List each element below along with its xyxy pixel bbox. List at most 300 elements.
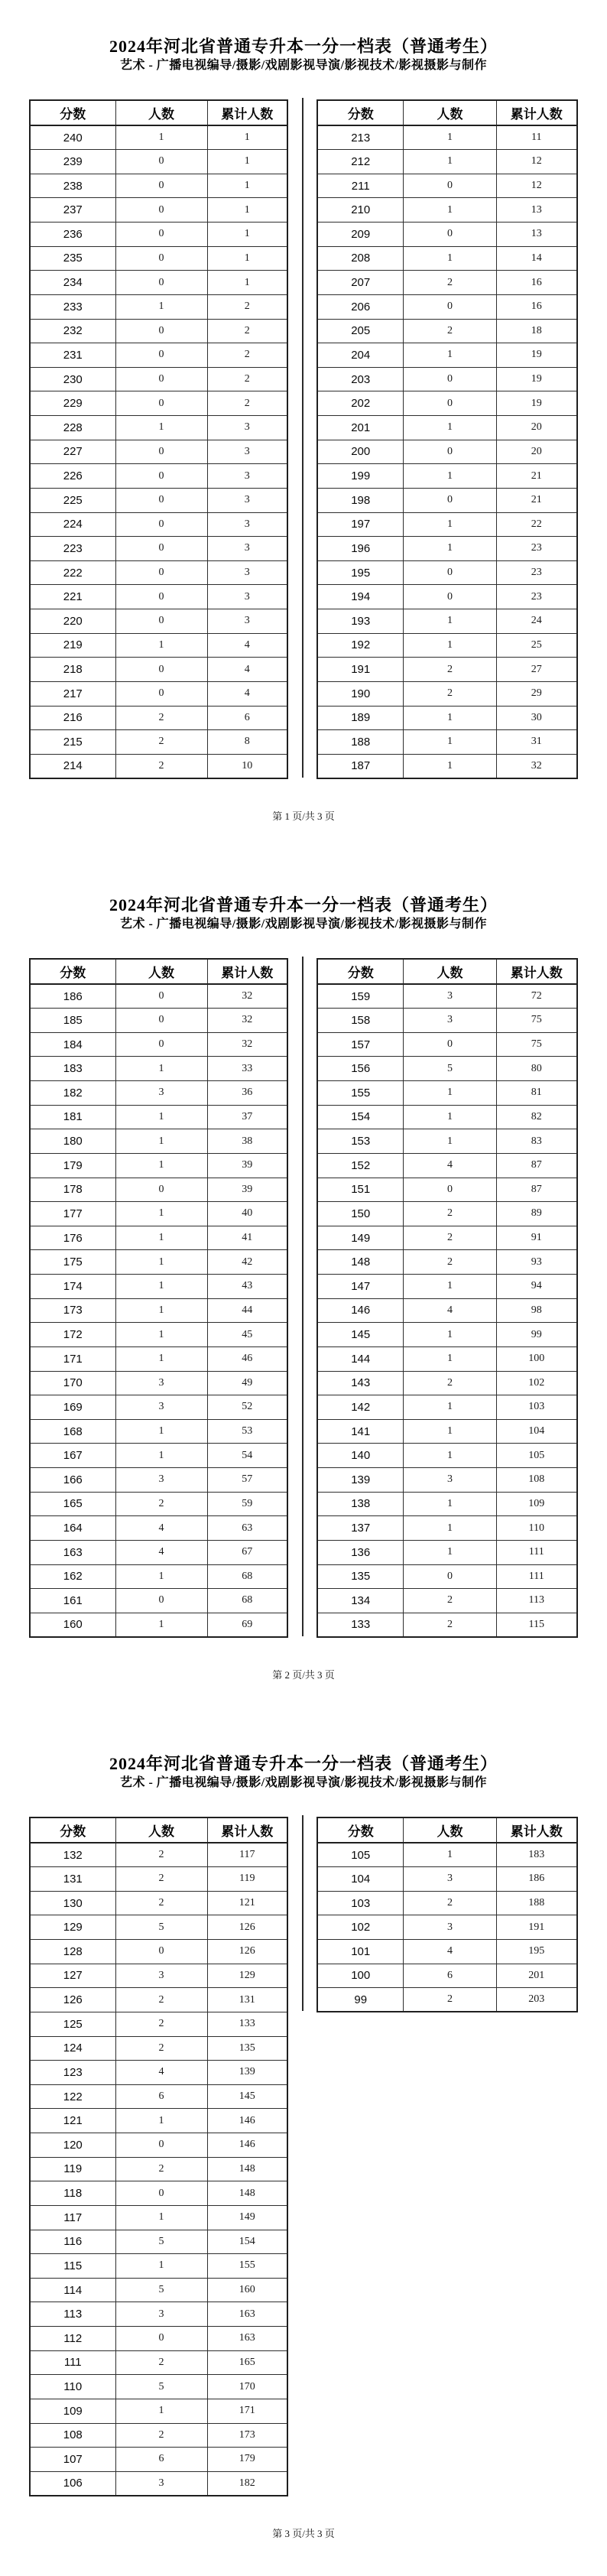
count-cell: 1 xyxy=(115,2205,207,2230)
table-row xyxy=(30,2109,287,2133)
cumulative-cell: 3 xyxy=(207,512,287,537)
score-cell: 177 xyxy=(30,1202,115,1226)
count-cell: 1 xyxy=(404,537,496,561)
table-row xyxy=(30,2399,287,2423)
score-cell: 120 xyxy=(30,2133,115,2158)
table-row xyxy=(30,633,287,658)
count-cell: 0 xyxy=(115,609,207,634)
table-row xyxy=(30,391,287,416)
cumulative-cell: 108 xyxy=(496,1468,577,1493)
page-subtitle: 艺术 - 广播电视编导/摄影/戏剧影视导演/影视技术/影视摄影与制作 xyxy=(119,918,488,931)
table-row xyxy=(317,754,577,778)
score-cell: 219 xyxy=(30,633,115,658)
table-divider xyxy=(302,1815,304,2011)
table-row xyxy=(30,319,287,343)
cumulative-cell: 8 xyxy=(207,730,287,755)
count-cell: 1 xyxy=(404,1843,496,1867)
count-cell: 0 xyxy=(115,1940,207,1964)
cumulative-cell: 20 xyxy=(496,440,577,464)
score-cell: 232 xyxy=(30,319,115,343)
score-cell: 214 xyxy=(30,754,115,778)
count-cell: 0 xyxy=(404,1178,496,1202)
cumulative-cell: 4 xyxy=(207,658,287,682)
count-cell: 1 xyxy=(404,150,496,174)
table-row xyxy=(30,1988,287,2012)
cumulative-cell: 148 xyxy=(207,2157,287,2181)
count-cell: 3 xyxy=(404,1468,496,1493)
score-cell: 99 xyxy=(317,1988,404,2012)
score-cell: 149 xyxy=(317,1226,404,1250)
cumulative-cell: 12 xyxy=(496,174,577,198)
score-cell: 230 xyxy=(30,367,115,391)
count-cell: 1 xyxy=(404,343,496,368)
count-cell: 1 xyxy=(115,2254,207,2279)
score-cell: 140 xyxy=(317,1444,404,1468)
score-cell: 138 xyxy=(317,1492,404,1516)
score-cell: 167 xyxy=(30,1444,115,1468)
cumulative-cell: 32 xyxy=(496,754,577,778)
count-cell: 0 xyxy=(115,1009,207,1033)
count-cell: 3 xyxy=(115,1395,207,1420)
cumulative-cell: 69 xyxy=(207,1613,287,1637)
score-cell: 203 xyxy=(317,367,404,391)
score-cell: 226 xyxy=(30,464,115,489)
cumulative-cell: 81 xyxy=(496,1081,577,1106)
score-cell: 181 xyxy=(30,1105,115,1129)
cumulative-cell: 75 xyxy=(496,1032,577,1057)
count-cell: 0 xyxy=(115,319,207,343)
cumulative-cell: 39 xyxy=(207,1178,287,1202)
cumulative-cell: 2 xyxy=(207,319,287,343)
cumulative-cell: 1 xyxy=(207,125,287,150)
count-cell: 2 xyxy=(404,1988,496,2012)
table-row xyxy=(317,246,577,271)
table-row xyxy=(317,1009,577,1033)
count-cell: 1 xyxy=(404,1419,496,1444)
cumulative-cell: 36 xyxy=(207,1081,287,1106)
table-row xyxy=(317,1564,577,1589)
table-row xyxy=(30,2205,287,2230)
table-row xyxy=(30,1009,287,1033)
score-cell: 182 xyxy=(30,1081,115,1106)
table-row xyxy=(317,1129,577,1154)
score-cell: 223 xyxy=(30,537,115,561)
score-cell: 194 xyxy=(317,585,404,609)
score-cell: 136 xyxy=(317,1540,404,1564)
table-row xyxy=(30,730,287,755)
score-cell: 124 xyxy=(30,2036,115,2061)
table-row xyxy=(30,1613,287,1637)
cumulative-cell: 126 xyxy=(207,1915,287,1940)
table-row xyxy=(30,294,287,319)
count-cell: 3 xyxy=(115,1371,207,1395)
count-cell: 0 xyxy=(115,488,207,512)
table-row xyxy=(317,560,577,585)
score-cell: 127 xyxy=(30,1964,115,1988)
table-row xyxy=(30,246,287,271)
table-row xyxy=(30,1891,287,1915)
score-cell: 176 xyxy=(30,1226,115,1250)
cumulative-cell: 67 xyxy=(207,1540,287,1564)
score-cell: 216 xyxy=(30,706,115,730)
count-cell: 1 xyxy=(404,633,496,658)
score-cell: 145 xyxy=(317,1323,404,1347)
count-cell: 1 xyxy=(404,125,496,150)
score-cell: 106 xyxy=(30,2471,115,2496)
table-row xyxy=(317,1843,577,1867)
count-cell: 2 xyxy=(404,1589,496,1613)
page-number: 第 3 页/共 3 页 xyxy=(272,2528,335,2539)
table-row xyxy=(30,1275,287,1299)
table-row xyxy=(317,658,577,682)
count-cell: 2 xyxy=(404,271,496,295)
column-header: 累计人数 xyxy=(496,1817,577,1843)
score-cell: 161 xyxy=(30,1589,115,1613)
cumulative-cell: 13 xyxy=(496,198,577,223)
column-header: 累计人数 xyxy=(207,1817,287,1843)
count-cell: 2 xyxy=(115,1843,207,1867)
score-cell: 153 xyxy=(317,1129,404,1154)
table-row xyxy=(30,1964,287,1988)
count-cell: 1 xyxy=(404,1129,496,1154)
table-row xyxy=(30,2327,287,2351)
score-cell: 221 xyxy=(30,585,115,609)
header-row xyxy=(30,100,287,125)
score-cell: 166 xyxy=(30,1468,115,1493)
score-cell: 147 xyxy=(317,1275,404,1299)
table-row xyxy=(317,488,577,512)
page-subtitle: 艺术 - 广播电视编导/摄影/戏剧影视导演/影视技术/影视摄影与制作 xyxy=(119,59,488,72)
page-title: 2024年河北省普通专升本一分一档表（普通考生） xyxy=(109,37,498,56)
cumulative-cell: 24 xyxy=(496,609,577,634)
table-row xyxy=(30,1589,287,1613)
count-cell: 1 xyxy=(115,1153,207,1178)
score-cell: 132 xyxy=(30,1843,115,1867)
cumulative-cell: 182 xyxy=(207,2471,287,2496)
count-cell: 1 xyxy=(404,416,496,440)
column-header: 人数 xyxy=(115,1817,207,1843)
table-row xyxy=(317,1323,577,1347)
cumulative-cell: 18 xyxy=(496,319,577,343)
cumulative-cell: 98 xyxy=(496,1298,577,1323)
count-cell: 0 xyxy=(404,391,496,416)
table-row xyxy=(30,2254,287,2279)
column-header: 人数 xyxy=(115,959,207,984)
count-cell: 2 xyxy=(115,2423,207,2448)
table-row xyxy=(317,391,577,416)
table-row xyxy=(317,464,577,489)
cumulative-cell: 1 xyxy=(207,174,287,198)
cumulative-cell: 4 xyxy=(207,681,287,706)
cumulative-cell: 54 xyxy=(207,1444,287,1468)
table-row xyxy=(317,537,577,561)
score-cell: 134 xyxy=(317,1589,404,1613)
cumulative-cell: 3 xyxy=(207,440,287,464)
count-cell: 4 xyxy=(404,1298,496,1323)
cumulative-cell: 43 xyxy=(207,1275,287,1299)
count-cell: 2 xyxy=(404,319,496,343)
count-cell: 4 xyxy=(115,1516,207,1541)
cumulative-cell: 3 xyxy=(207,585,287,609)
page-title: 2024年河北省普通专升本一分一档表（普通考生） xyxy=(109,1754,498,1773)
score-cell: 220 xyxy=(30,609,115,634)
score-cell: 160 xyxy=(30,1613,115,1637)
table-row xyxy=(317,1419,577,1444)
count-cell: 4 xyxy=(115,2061,207,2085)
count-cell: 0 xyxy=(404,174,496,198)
table-row xyxy=(30,2302,287,2327)
cumulative-cell: 126 xyxy=(207,1940,287,1964)
count-cell: 2 xyxy=(115,2157,207,2181)
table-row xyxy=(317,416,577,440)
count-cell: 1 xyxy=(404,1323,496,1347)
table-row xyxy=(317,1081,577,1106)
cumulative-cell: 75 xyxy=(496,1009,577,1033)
cumulative-cell: 183 xyxy=(496,1843,577,1867)
count-cell: 3 xyxy=(115,1964,207,1988)
table-row xyxy=(317,1032,577,1057)
table-row xyxy=(317,367,577,391)
score-cell: 186 xyxy=(30,984,115,1009)
table-row xyxy=(30,560,287,585)
score-cell: 158 xyxy=(317,1009,404,1033)
score-cell: 155 xyxy=(317,1081,404,1106)
cumulative-cell: 12 xyxy=(496,150,577,174)
score-cell: 119 xyxy=(30,2157,115,2181)
table-row xyxy=(317,1226,577,1250)
cumulative-cell: 133 xyxy=(207,2012,287,2036)
column-header: 累计人数 xyxy=(207,959,287,984)
score-cell: 131 xyxy=(30,1867,115,1892)
cumulative-cell: 38 xyxy=(207,1129,287,1154)
count-cell: 1 xyxy=(115,1057,207,1081)
cumulative-cell: 94 xyxy=(496,1275,577,1299)
count-cell: 0 xyxy=(115,367,207,391)
count-cell: 1 xyxy=(115,1564,207,1589)
count-cell: 0 xyxy=(404,367,496,391)
count-cell: 1 xyxy=(404,730,496,755)
count-cell: 0 xyxy=(115,2133,207,2158)
cumulative-cell: 59 xyxy=(207,1492,287,1516)
score-cell: 205 xyxy=(317,319,404,343)
score-cell: 156 xyxy=(317,1057,404,1081)
cumulative-cell: 14 xyxy=(496,246,577,271)
score-cell: 100 xyxy=(317,1964,404,1988)
score-cell: 235 xyxy=(30,246,115,271)
table-row xyxy=(317,1444,577,1468)
table-row xyxy=(30,1153,287,1178)
score-cell: 193 xyxy=(317,609,404,634)
score-cell: 150 xyxy=(317,1202,404,1226)
cumulative-cell: 11 xyxy=(496,125,577,150)
score-cell: 233 xyxy=(30,294,115,319)
table-row xyxy=(317,1867,577,1892)
cumulative-cell: 39 xyxy=(207,1153,287,1178)
count-cell: 1 xyxy=(115,1444,207,1468)
cumulative-cell: 3 xyxy=(207,464,287,489)
table-divider xyxy=(302,957,304,1636)
table-row xyxy=(30,1867,287,1892)
cumulative-cell: 2 xyxy=(207,391,287,416)
score-cell: 192 xyxy=(317,633,404,658)
table-row xyxy=(30,1940,287,1964)
cumulative-cell: 3 xyxy=(207,609,287,634)
score-cell: 175 xyxy=(30,1250,115,1275)
table-row xyxy=(30,2471,287,2496)
table-row xyxy=(30,1540,287,1564)
table-row xyxy=(317,1915,577,1940)
cumulative-cell: 105 xyxy=(496,1444,577,1468)
cumulative-cell: 6 xyxy=(207,706,287,730)
count-cell: 0 xyxy=(115,2181,207,2206)
cumulative-cell: 40 xyxy=(207,1202,287,1226)
score-cell: 195 xyxy=(317,560,404,585)
cumulative-cell: 165 xyxy=(207,2350,287,2375)
table-row xyxy=(30,1371,287,1395)
count-cell: 0 xyxy=(115,440,207,464)
cumulative-cell: 25 xyxy=(496,633,577,658)
table-row xyxy=(30,1346,287,1371)
cumulative-cell: 19 xyxy=(496,391,577,416)
cumulative-cell: 89 xyxy=(496,1202,577,1226)
count-cell: 1 xyxy=(115,1226,207,1250)
count-cell: 0 xyxy=(115,174,207,198)
count-cell: 2 xyxy=(404,1371,496,1395)
score-cell: 191 xyxy=(317,658,404,682)
header-row xyxy=(317,1817,577,1843)
table-row xyxy=(30,1250,287,1275)
cumulative-cell: 154 xyxy=(207,2230,287,2254)
score-cell: 207 xyxy=(317,271,404,295)
count-cell: 3 xyxy=(115,2471,207,2496)
table-row xyxy=(30,1081,287,1106)
score-cell: 229 xyxy=(30,391,115,416)
score-cell: 204 xyxy=(317,343,404,368)
count-cell: 1 xyxy=(404,706,496,730)
table-row xyxy=(30,1323,287,1347)
cumulative-cell: 102 xyxy=(496,1371,577,1395)
score-table-left xyxy=(29,958,288,1638)
table-row xyxy=(30,416,287,440)
cumulative-cell: 23 xyxy=(496,560,577,585)
cumulative-cell: 87 xyxy=(496,1178,577,1202)
table-row xyxy=(30,609,287,634)
score-cell: 107 xyxy=(30,2448,115,2472)
table-row xyxy=(30,984,287,1009)
cumulative-cell: 131 xyxy=(207,1988,287,2012)
table-row xyxy=(317,730,577,755)
score-cell: 125 xyxy=(30,2012,115,2036)
column-header: 分数 xyxy=(317,959,404,984)
count-cell: 1 xyxy=(404,1346,496,1371)
table-row xyxy=(30,1395,287,1420)
score-cell: 152 xyxy=(317,1153,404,1178)
cumulative-cell: 44 xyxy=(207,1298,287,1323)
score-cell: 118 xyxy=(30,2181,115,2206)
count-cell: 2 xyxy=(115,1891,207,1915)
score-cell: 137 xyxy=(317,1516,404,1541)
table-row xyxy=(30,367,287,391)
table-row xyxy=(317,1346,577,1371)
cumulative-cell: 129 xyxy=(207,1964,287,1988)
cumulative-cell: 19 xyxy=(496,343,577,368)
table-row xyxy=(317,319,577,343)
cumulative-cell: 32 xyxy=(207,1032,287,1057)
count-cell: 0 xyxy=(115,681,207,706)
count-cell: 1 xyxy=(115,1346,207,1371)
count-cell: 1 xyxy=(115,1202,207,1226)
cumulative-cell: 49 xyxy=(207,1371,287,1395)
count-cell: 1 xyxy=(115,1129,207,1154)
count-cell: 0 xyxy=(404,440,496,464)
table-row xyxy=(317,512,577,537)
cumulative-cell: 139 xyxy=(207,2061,287,2085)
count-cell: 6 xyxy=(115,2084,207,2109)
cumulative-cell: 3 xyxy=(207,560,287,585)
cumulative-cell: 104 xyxy=(496,1419,577,1444)
score-cell: 184 xyxy=(30,1032,115,1057)
count-cell: 1 xyxy=(115,125,207,150)
cumulative-cell: 186 xyxy=(496,1867,577,1892)
count-cell: 6 xyxy=(115,2448,207,2472)
table-row xyxy=(317,1178,577,1202)
score-cell: 110 xyxy=(30,2375,115,2399)
score-cell: 172 xyxy=(30,1323,115,1347)
table-row xyxy=(317,440,577,464)
table-row xyxy=(317,1891,577,1915)
score-cell: 209 xyxy=(317,223,404,247)
score-cell: 168 xyxy=(30,1419,115,1444)
table-row xyxy=(30,1202,287,1226)
cumulative-cell: 109 xyxy=(496,1492,577,1516)
score-cell: 239 xyxy=(30,150,115,174)
count-cell: 0 xyxy=(404,294,496,319)
score-cell: 163 xyxy=(30,1540,115,1564)
cumulative-cell: 45 xyxy=(207,1323,287,1347)
cumulative-cell: 3 xyxy=(207,416,287,440)
score-cell: 174 xyxy=(30,1275,115,1299)
count-cell: 1 xyxy=(404,1540,496,1564)
score-table-right xyxy=(316,1817,578,2012)
header-row xyxy=(317,100,577,125)
table-row xyxy=(30,2278,287,2302)
column-header: 人数 xyxy=(404,1817,496,1843)
cumulative-cell: 29 xyxy=(496,681,577,706)
count-cell: 0 xyxy=(115,537,207,561)
table-row xyxy=(30,1057,287,1081)
count-cell: 1 xyxy=(115,1613,207,1637)
count-cell: 4 xyxy=(404,1153,496,1178)
count-cell: 0 xyxy=(115,464,207,489)
cumulative-cell: 63 xyxy=(207,1516,287,1541)
table-row xyxy=(30,2375,287,2399)
table-row xyxy=(317,984,577,1009)
count-cell: 0 xyxy=(115,1032,207,1057)
count-cell: 1 xyxy=(115,1250,207,1275)
cumulative-cell: 23 xyxy=(496,585,577,609)
score-cell: 171 xyxy=(30,1346,115,1371)
cumulative-cell: 33 xyxy=(207,1057,287,1081)
cumulative-cell: 1 xyxy=(207,223,287,247)
table-row xyxy=(317,125,577,150)
count-cell: 2 xyxy=(404,1891,496,1915)
score-cell: 103 xyxy=(317,1891,404,1915)
count-cell: 0 xyxy=(115,1178,207,1202)
count-cell: 2 xyxy=(115,2012,207,2036)
count-cell: 2 xyxy=(404,658,496,682)
table-row xyxy=(317,1468,577,1493)
count-cell: 2 xyxy=(115,730,207,755)
